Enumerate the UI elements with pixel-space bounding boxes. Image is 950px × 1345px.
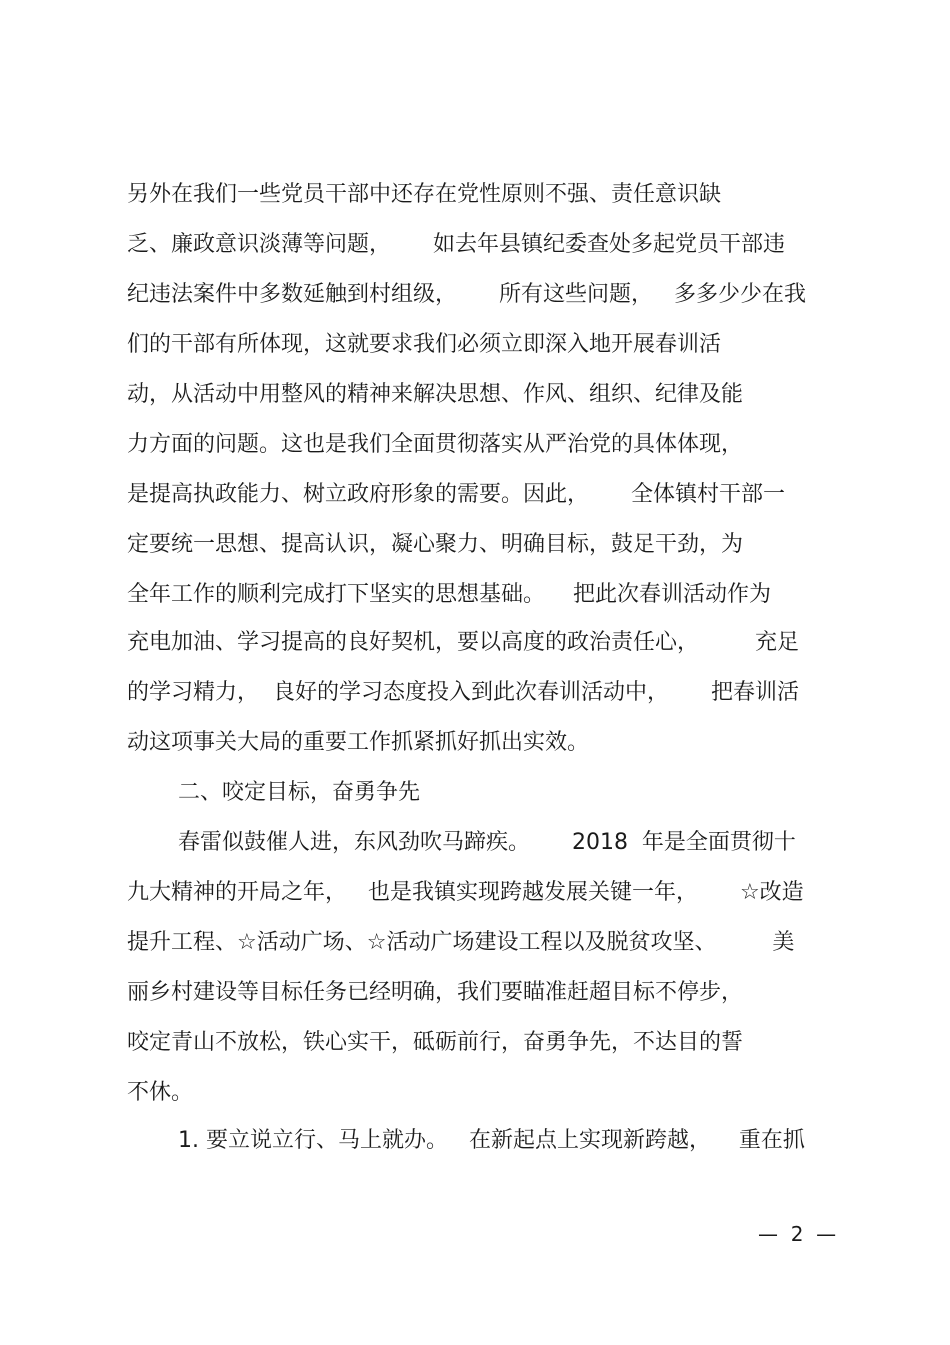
paragraph-line: 九大精神的开局之年， 也是我镇实现跨越发展关键一年， ☆改造	[127, 880, 804, 905]
page-number: — 2 —	[758, 1222, 837, 1246]
paragraph-line: 是提高执政能力、树立政府形象的需要。因此， 全体镇村干部一	[127, 482, 785, 507]
paragraph-line: 乏、廉政意识淡薄等问题， 如去年县镇纪委查处多起党员干部违	[127, 232, 785, 257]
paragraph-line: 全年工作的顺利完成打下坚实的思想基础。 把此次春训活动作为	[127, 582, 771, 607]
paragraph-line: 不休。	[127, 1080, 194, 1105]
paragraph-line: 动，从活动中用整风的精神来解决思想、作风、组织、纪律及能	[127, 382, 744, 407]
paragraph-line: 纪违法案件中多数延触到村组级， 所有这些问题， 多多少少在我	[127, 282, 806, 307]
paragraph-line: 另外在我们一些党员干部中还存在党性原则不强、责任意识缺	[127, 182, 722, 207]
paragraph-line: 充电加油、学习提高的良好契机，要以高度的政治责任心， 充足	[127, 630, 799, 655]
paragraph-line: 们的干部有所体现，这就要求我们必须立即深入地开展春训活	[127, 332, 722, 357]
paragraph-line: 丽乡村建设等目标任务已经明确，我们要瞄准赶超目标不停步，	[127, 980, 744, 1005]
paragraph-line: 提升工程、☆活动广场、☆活动广场建设工程以及脱贫攻坚、 美	[127, 930, 795, 955]
paragraph-line: 的学习精力， 良好的学习态度投入到此次春训活动中， 把春训活	[127, 680, 799, 705]
paragraph-line: 力方面的问题。这也是我们全面贯彻落实从严治党的具体体现，	[127, 432, 744, 457]
paragraph-line: 动这项事关大局的重要工作抓紧抓好抓出实效。	[127, 730, 590, 755]
paragraph-line: 咬定青山不放松，铁心实干，砥砺前行，奋勇争先，不达目的誓	[127, 1030, 744, 1055]
paragraph-line: 春雷似鼓催人进，东风劲吹马蹄疾。 2018 年是全面贯彻十	[178, 830, 796, 855]
list-item-line: 1. 要立说立行、马上就办。 在新起点上实现新跨越， 重在抓	[178, 1128, 805, 1153]
section-heading: 二、咬定目标，奋勇争先	[178, 780, 421, 805]
paragraph-line: 定要统一思想、提高认识，凝心聚力、明确目标，鼓足干劲，为	[127, 532, 744, 557]
